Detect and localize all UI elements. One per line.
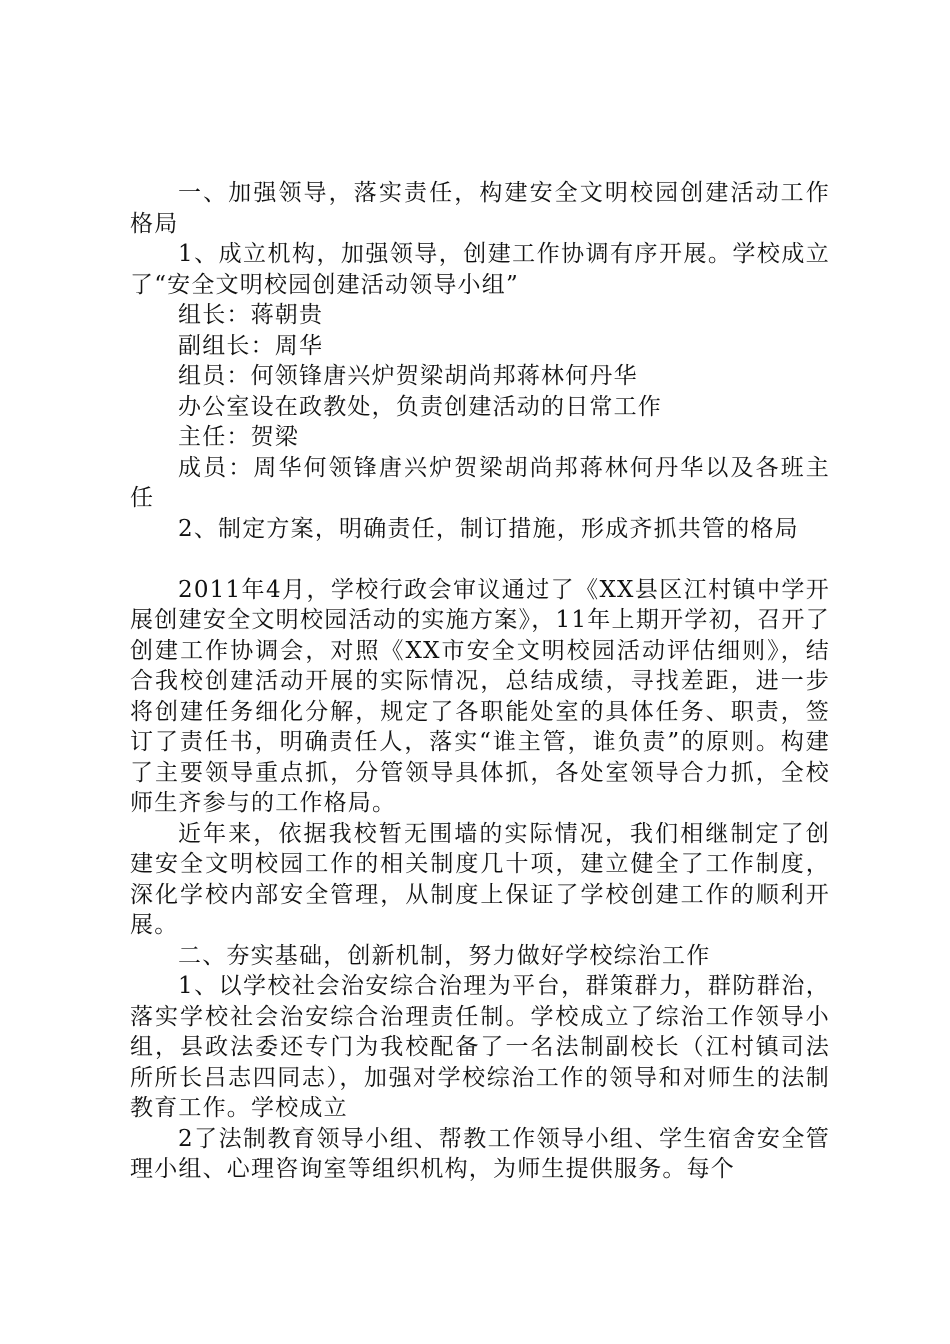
section-heading-1: 一、加强领导，落实责任，构建安全文明校园创建活动工作格局 <box>130 180 830 237</box>
office-members-line: 成员：周华何领锋唐兴炉贺梁胡尚邦蒋林何丹华以及各班主任 <box>130 454 830 511</box>
blank-line <box>130 544 830 575</box>
paragraph-public-security: 1、以学校社会治安综合治理为平台，群策群力，群防群治，落实学校社会治安综合治理责任制。学校成立了综治工作领导小组，县政法委还专门为我校配备了一名法制副校长（江村镇司法所所长吕志四同志），加强对学校综治工作的领导和对师生的法制教育工作。学校成立 <box>130 973 830 1121</box>
paragraph-establish-org: 1、成立机构，加强领导，创建工作协调有序开展。学校成立了“安全文明校园创建活动领导小组” <box>130 241 830 298</box>
office-line: 办公室设在政教处，负责创建活动的日常工作 <box>178 393 662 420</box>
paragraph-plan-heading: 2、制定方案，明确责任，制订措施，形成齐抓共管的格局 <box>178 515 799 542</box>
leader-line: 组长：蒋朝贵 <box>178 302 324 328</box>
document-body <box>130 178 830 1185</box>
paragraph-legal-education: 2了法制教育领导小组、帮教工作领导小组、学生宿舍安全管理小组、心理咨询室等组织机构，为师生提供服务。每个 <box>130 1125 830 1182</box>
paragraph-regulations: 近年来，依据我校暂无围墙的实际情况，我们相继制定了创建安全文明校园工作的相关制度几十项，建立健全了工作制度，深化学校内部安全管理，从制度上保证了学校创建工作的顺利开展。 <box>130 820 830 938</box>
paragraph-implementation-plan: 2011年4月，学校行政会审议通过了《XX县区江村镇中学开展创建安全文明校园活动的实施方案》，11年上期开学初，召开了创建工作协调会，对照《XX市安全文明校园活动评估细则》，结合我校创建活动开展的实际情况，总结成绩，寻找差距，进一步将创建任务细化分解，规定了各职能处室的具体任务、职责，签订了责任书，明确责任人，落实“谁主管，谁负责”的原则。构建了主要领导重点抓，分管领导具体抓，各处室领导合力抓，全校师生齐参与的工作格局。 <box>130 576 830 816</box>
members-line: 组员：何领锋唐兴炉贺梁胡尚邦蒋林何丹华 <box>178 363 638 389</box>
deputy-leader-line: 副组长：周华 <box>178 332 324 359</box>
director-line: 主任：贺梁 <box>178 424 299 450</box>
section-heading-2: 二、夯实基础，创新机制，努力做好学校综治工作 <box>178 942 711 969</box>
